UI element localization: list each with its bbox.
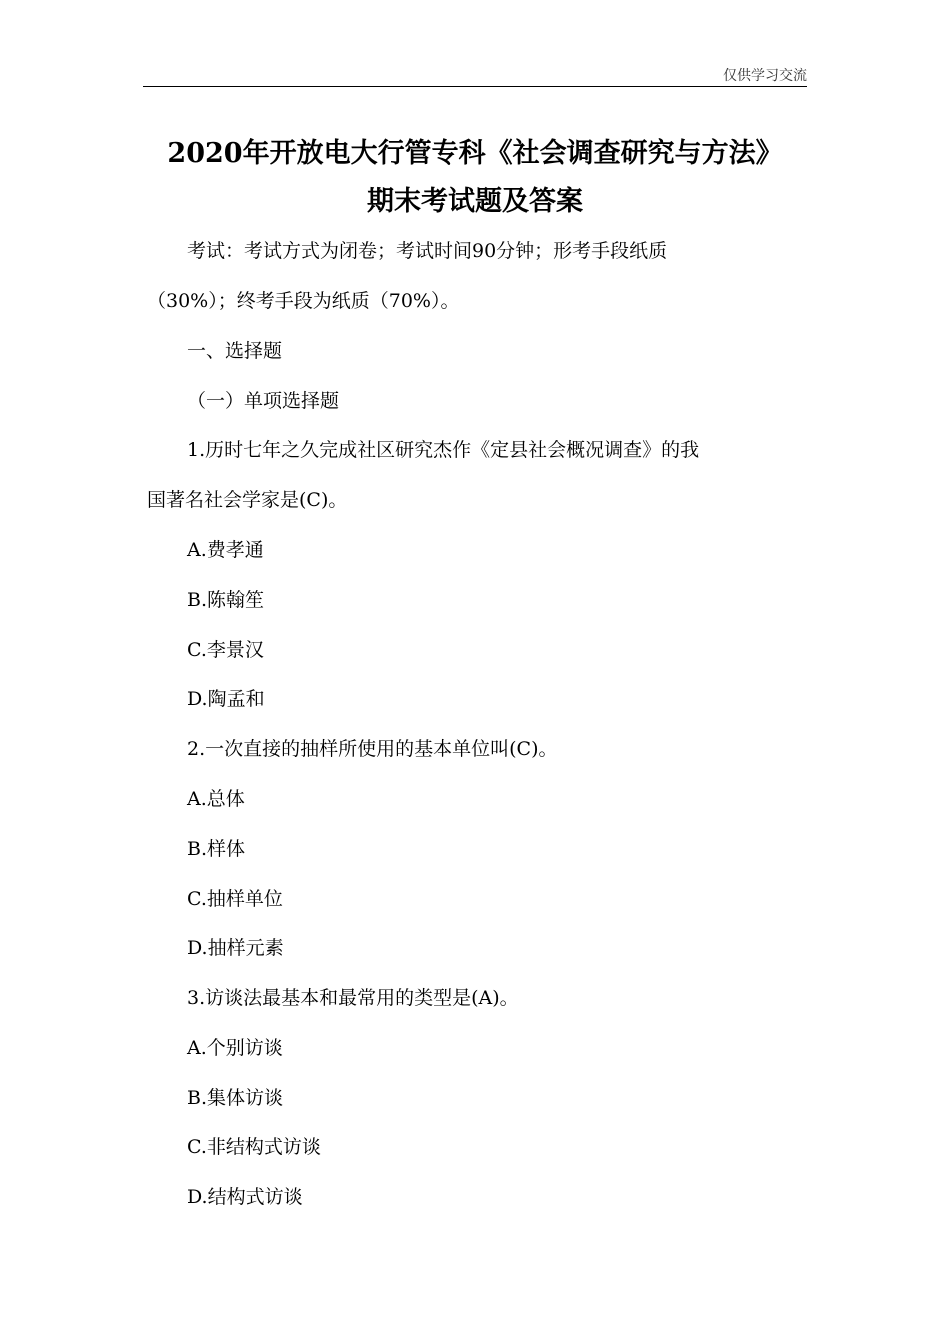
title-line-1: 2020年开放电大行管专科《社会调查研究与方法》 <box>167 138 783 169</box>
option-d: D.陶孟和 <box>187 688 265 710</box>
header-divider <box>143 86 807 87</box>
section-subheading: （一）单项选择题 <box>187 390 340 412</box>
option-a: A.总体 <box>187 788 245 810</box>
option-a: A.个别访谈 <box>187 1037 283 1059</box>
section-heading: 一、选择题 <box>187 340 283 362</box>
intro-line-2: （30%）；终考手段为纸质（70%）。 <box>147 290 460 312</box>
option-d: D.结构式访谈 <box>187 1186 303 1208</box>
question-stem: 3.访谈法最基本和最常用的类型是(A)。 <box>187 987 519 1009</box>
option-a: A.费孝通 <box>187 539 264 561</box>
title-line-2: 期末考试题及答案 <box>367 186 583 217</box>
option-c: C.非结构式访谈 <box>187 1136 321 1158</box>
option-c: C.抽样单位 <box>187 888 283 910</box>
option-c: C.李景汉 <box>187 639 264 661</box>
header-note: 仅供学习交流 <box>723 68 807 84</box>
option-b: B.陈翰笙 <box>187 589 265 611</box>
option-b: B.集体访谈 <box>187 1087 284 1109</box>
question-stem: 1.历时七年之久完成社区研究杰作《定县社会概况调查》的我 <box>187 439 700 461</box>
question-stem: 2.一次直接的抽样所使用的基本单位叫(C)。 <box>187 738 558 760</box>
intro-line-1: 考试：考试方式为闭卷；考试时间90分钟；形考手段纸质 <box>187 240 668 262</box>
option-d: D.抽样元素 <box>187 937 284 959</box>
option-b: B.样体 <box>187 838 246 860</box>
question-stem-continued: 国著名社会学家是(C)。 <box>147 489 348 511</box>
